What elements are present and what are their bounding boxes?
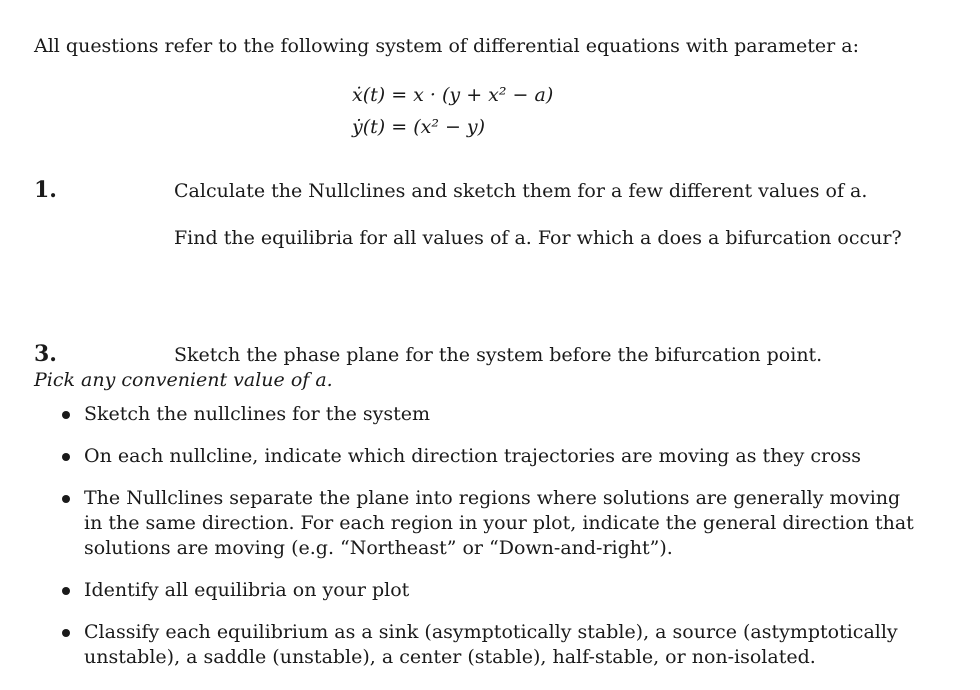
bullet-item: Sketch the nullclines for the system bbox=[60, 402, 920, 427]
question-1-line-1: Calculate the Nullclines and sketch them for a few different values of a. bbox=[174, 180, 868, 202]
equation-x-dot: ẋ(t) = x · (y + x² − a) bbox=[352, 84, 554, 106]
bullet-item: Identify all equilibria on your plot bbox=[60, 578, 920, 603]
question-3-line-2: Pick any convenient value of a. bbox=[34, 369, 333, 391]
question-3-line-1: Sketch the phase plane for the system before the bifurcation point. bbox=[174, 344, 823, 366]
question-1-line-2: Find the equilibria for all values of a. For which a does a bifurcation occur? bbox=[174, 227, 902, 249]
intro-text: All questions refer to the following system of differential equations with parameter a: bbox=[34, 35, 859, 57]
bullet-item: On each nullcline, indicate which direction trajectories are moving as they cross bbox=[60, 444, 920, 469]
equation-y-dot: ẏ(t) = (x² − y) bbox=[352, 116, 486, 138]
bullet-item: Classify each equilibrium as a sink (asymptotically stable), a source (astymptotically unstable), a saddle (unstable), a center (stable), half-stable, or non-isolated. bbox=[60, 620, 920, 670]
question-3-number: 3. bbox=[34, 341, 57, 367]
question-3-bullet-list bbox=[60, 402, 920, 687]
bullet-item: The Nullclines separate the plane into regions where solutions are generally moving in the same direction. For each region in your plot, indicate the general direction that solutions are moving (e.g. “Northeast” or “Down-and-right”). bbox=[60, 486, 920, 561]
question-1-number: 1. bbox=[34, 177, 57, 203]
